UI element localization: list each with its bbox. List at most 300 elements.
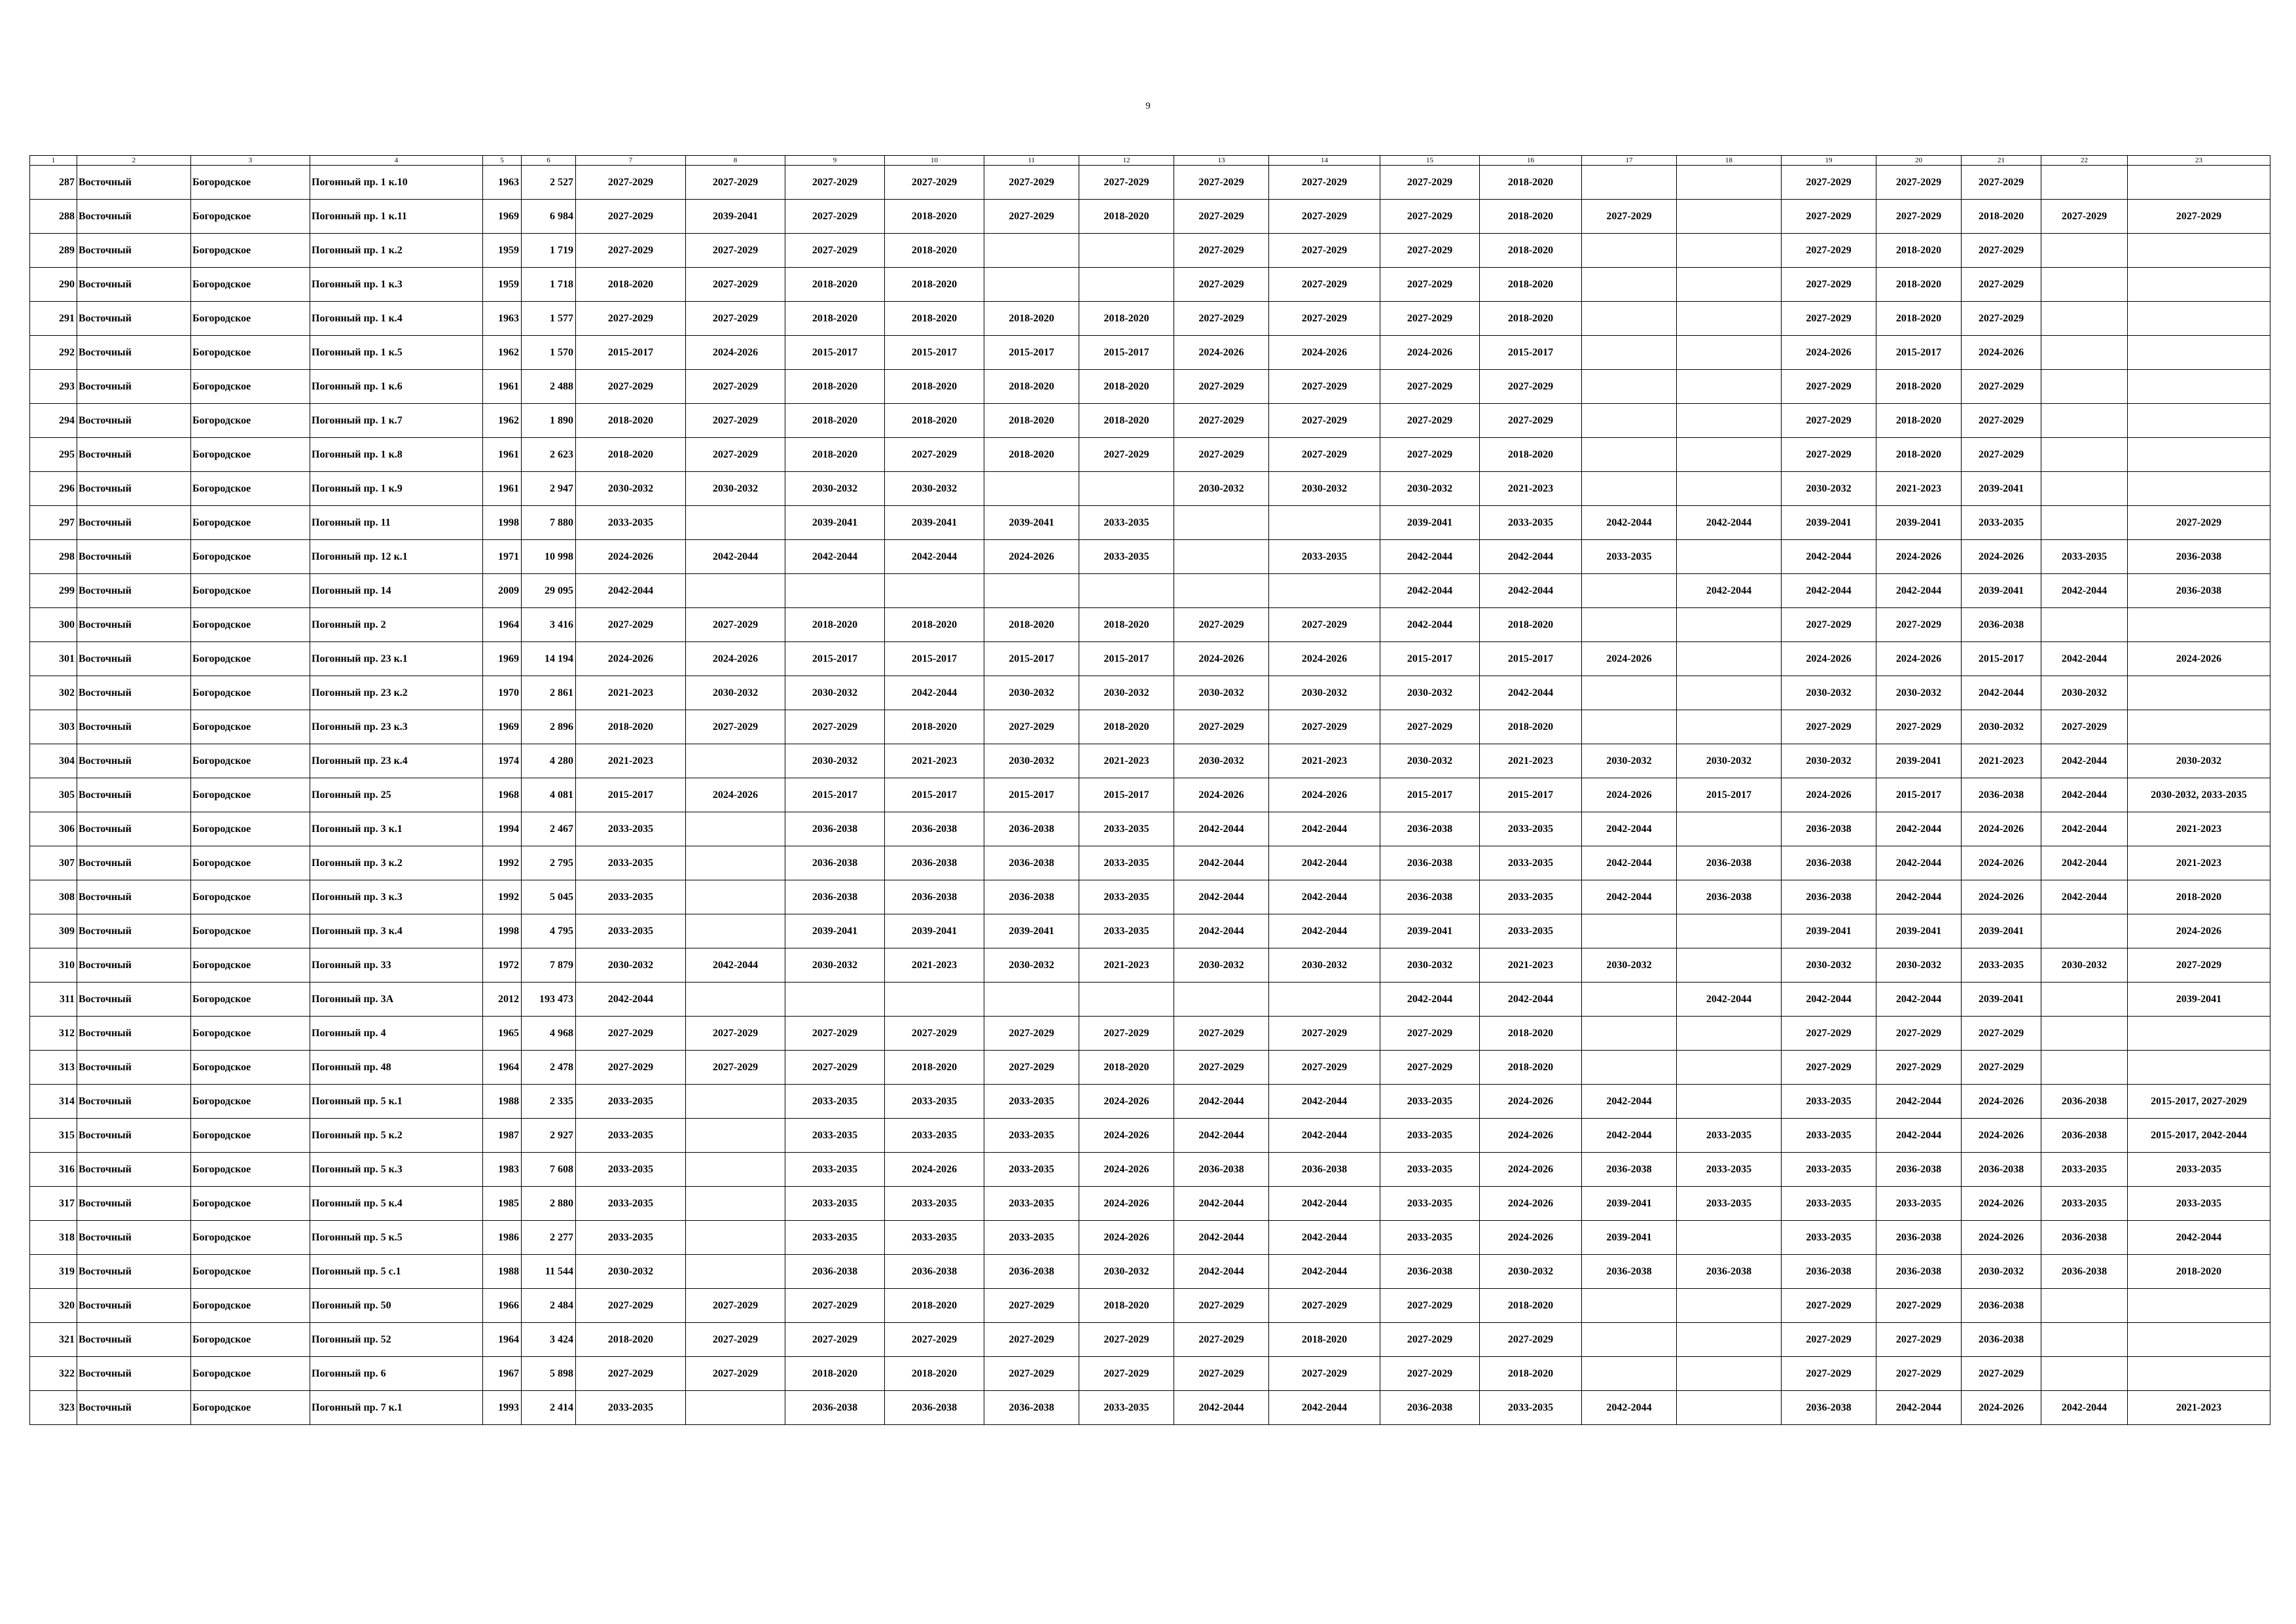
- table-cell: 2018-2020: [885, 1357, 984, 1391]
- table-cell: 2024-2026: [2128, 914, 2270, 948]
- table-cell: 1963: [483, 302, 522, 336]
- table-cell: 2018-2020: [785, 370, 885, 404]
- table-cell: 2027-2029: [1380, 166, 1480, 200]
- table-cell: 287: [30, 166, 77, 200]
- table-cell: 298: [30, 540, 77, 574]
- table-cell: [686, 880, 785, 914]
- table-cell: Погонный пр. 1 к.10: [310, 166, 483, 200]
- table-cell: 2015-2017: [1380, 642, 1480, 676]
- table-cell: 2027-2029: [576, 302, 686, 336]
- table-cell: 2033-2035: [576, 1391, 686, 1425]
- table-cell: 2027-2029: [1962, 302, 2041, 336]
- table-cell: 10 998: [522, 540, 576, 574]
- table-cell: 2024-2026: [1079, 1119, 1174, 1153]
- column-header-16: 16: [1480, 156, 1582, 166]
- table-cell: 2039-2041: [1380, 506, 1480, 540]
- table-cell: 2033-2035: [576, 1153, 686, 1187]
- table-cell: 2 277: [522, 1221, 576, 1255]
- table-cell: 322: [30, 1357, 77, 1391]
- table-row: [30, 983, 2270, 1017]
- table-cell: [686, 812, 785, 846]
- table-cell: [2041, 1289, 2128, 1323]
- table-cell: 2018-2020: [885, 302, 984, 336]
- table-cell: Погонный пр. 14: [310, 574, 483, 608]
- table-cell: 2039-2041: [1582, 1187, 1677, 1221]
- table-cell: 2033-2035: [576, 914, 686, 948]
- table-cell: 2030-2032: [1269, 948, 1380, 983]
- table-cell: Восточный: [77, 1289, 191, 1323]
- table-cell: 2033-2035: [1079, 1391, 1174, 1425]
- table-cell: 1987: [483, 1119, 522, 1153]
- table-cell: 2036-2038: [1677, 880, 1782, 914]
- table-cell: 2027-2029: [1269, 438, 1380, 472]
- table-cell: Погонный пр. 1 к.8: [310, 438, 483, 472]
- table-cell: 2018-2020: [1269, 1323, 1380, 1357]
- table-cell: 2015-2017: [785, 778, 885, 812]
- table-cell: 323: [30, 1391, 77, 1425]
- column-header-23: 23: [2128, 156, 2270, 166]
- table-cell: [686, 914, 785, 948]
- table-cell: 2027-2029: [686, 710, 785, 744]
- table-cell: 2033-2035: [2041, 1153, 2128, 1187]
- table-cell: [984, 574, 1079, 608]
- table-cell: Богородское: [191, 744, 310, 778]
- table-cell: 312: [30, 1017, 77, 1051]
- table-cell: 1959: [483, 268, 522, 302]
- table-cell: 2036-2038: [1582, 1153, 1677, 1187]
- table-cell: 2033-2035: [1380, 1085, 1480, 1119]
- table-cell: 2024-2026: [1174, 336, 1269, 370]
- table-cell: 2024-2026: [1380, 336, 1480, 370]
- table-cell: 2033-2035: [1079, 914, 1174, 948]
- table-cell: 5 898: [522, 1357, 576, 1391]
- table-cell: 2015-2017: [1876, 778, 1962, 812]
- table-cell: [1677, 1323, 1782, 1357]
- table-cell: [686, 1119, 785, 1153]
- table-cell: [1677, 302, 1782, 336]
- table-row: [30, 1221, 2270, 1255]
- table-cell: 2033-2035: [1962, 506, 2041, 540]
- table-cell: 2036-2038: [1962, 1153, 2041, 1187]
- table-cell: 1983: [483, 1153, 522, 1187]
- table-cell: 2036-2038: [885, 880, 984, 914]
- table-cell: Богородское: [191, 1017, 310, 1051]
- table-cell: 2033-2035: [885, 1221, 984, 1255]
- table-cell: 2033-2035: [785, 1221, 885, 1255]
- table-cell: [2128, 1051, 2270, 1085]
- table-cell: Богородское: [191, 268, 310, 302]
- table-cell: 2042-2044: [1269, 1221, 1380, 1255]
- table-cell: Погонный пр. 3 к.1: [310, 812, 483, 846]
- table-cell: 2042-2044: [1876, 880, 1962, 914]
- table-cell: 2027-2029: [984, 710, 1079, 744]
- table-cell: 2036-2038: [1380, 1255, 1480, 1289]
- table-cell: 2015-2017: [1876, 336, 1962, 370]
- table-cell: Восточный: [77, 642, 191, 676]
- table-cell: [686, 1187, 785, 1221]
- table-cell: 2027-2029: [1380, 710, 1480, 744]
- table-cell: 2021-2023: [1480, 744, 1582, 778]
- table-row: [30, 880, 2270, 914]
- table-cell: 2042-2044: [1582, 846, 1677, 880]
- table-cell: Восточный: [77, 676, 191, 710]
- table-cell: 1969: [483, 200, 522, 234]
- table-cell: 2018-2020: [2128, 1255, 2270, 1289]
- table-cell: Восточный: [77, 1255, 191, 1289]
- table-cell: 2030-2032: [2041, 948, 2128, 983]
- table-container: [29, 155, 2270, 1425]
- table-cell: 1962: [483, 336, 522, 370]
- column-header-8: 8: [686, 156, 785, 166]
- table-cell: Восточный: [77, 1051, 191, 1085]
- table-cell: 2033-2035: [1079, 506, 1174, 540]
- table-cell: 311: [30, 983, 77, 1017]
- table-cell: 2033-2035: [576, 846, 686, 880]
- table-cell: Погонный пр. 12 к.1: [310, 540, 483, 574]
- table-cell: 2027-2029: [2041, 200, 2128, 234]
- table-cell: Погонный пр. 3 к.2: [310, 846, 483, 880]
- table-cell: Богородское: [191, 370, 310, 404]
- table-cell: 2030-2032: [1079, 1255, 1174, 1289]
- table-cell: 2036-2038: [2041, 1255, 2128, 1289]
- table-cell: 3 424: [522, 1323, 576, 1357]
- table-cell: Восточный: [77, 302, 191, 336]
- table-cell: 2018-2020: [1079, 302, 1174, 336]
- table-cell: 2 623: [522, 438, 576, 472]
- table-cell: 2018-2020: [1480, 268, 1582, 302]
- table-cell: 2024-2026: [1582, 642, 1677, 676]
- table-cell: 2033-2035: [1480, 914, 1582, 948]
- table-cell: 2027-2029: [686, 608, 785, 642]
- table-cell: 2039-2041: [1782, 506, 1876, 540]
- table-cell: 2027-2029: [1269, 1357, 1380, 1391]
- table-cell: 2036-2038: [1677, 1255, 1782, 1289]
- table-cell: [1582, 336, 1677, 370]
- table-cell: 320: [30, 1289, 77, 1323]
- table-cell: 2039-2041: [1962, 983, 2041, 1017]
- table-cell: 2036-2038: [2041, 1085, 2128, 1119]
- table-cell: 2027-2029: [576, 1017, 686, 1051]
- table-cell: 2027-2029: [984, 1051, 1079, 1085]
- table-cell: 2027-2029: [1174, 1051, 1269, 1085]
- table-row: [30, 914, 2270, 948]
- table-cell: [1677, 166, 1782, 200]
- table-cell: 2 414: [522, 1391, 576, 1425]
- table-cell: 2015-2017: [1079, 778, 1174, 812]
- table-cell: 2015-2017: [1480, 642, 1582, 676]
- table-cell: Погонный пр. 6: [310, 1357, 483, 1391]
- table-cell: 2027-2029: [1380, 268, 1480, 302]
- table-cell: 1962: [483, 404, 522, 438]
- table-cell: 299: [30, 574, 77, 608]
- table-cell: [2041, 1051, 2128, 1085]
- table-cell: 291: [30, 302, 77, 336]
- table-cell: Восточный: [77, 1187, 191, 1221]
- table-cell: 2039-2041: [984, 506, 1079, 540]
- table-cell: 318: [30, 1221, 77, 1255]
- table-cell: [1582, 438, 1677, 472]
- table-cell: 2039-2041: [1962, 914, 2041, 948]
- table-cell: [1582, 1017, 1677, 1051]
- table-cell: 2027-2029: [1782, 1017, 1876, 1051]
- table-cell: Богородское: [191, 1051, 310, 1085]
- table-cell: 2042-2044: [1480, 676, 1582, 710]
- table-cell: 307: [30, 846, 77, 880]
- table-cell: [1582, 983, 1677, 1017]
- table-cell: Погонный пр. 25: [310, 778, 483, 812]
- table-cell: 2033-2035: [1677, 1119, 1782, 1153]
- table-cell: 2018-2020: [785, 302, 885, 336]
- table-row: [30, 1085, 2270, 1119]
- table-cell: 2015-2017, 2042-2044: [2128, 1119, 2270, 1153]
- table-cell: 2030-2032: [1269, 472, 1380, 506]
- table-cell: 2018-2020: [1480, 1017, 1582, 1051]
- table-cell: 2027-2029: [1782, 404, 1876, 438]
- table-cell: 2024-2026: [1582, 778, 1677, 812]
- table-cell: 2036-2038: [984, 846, 1079, 880]
- table-cell: [1582, 268, 1677, 302]
- table-cell: 2027-2029: [984, 1357, 1079, 1391]
- table-cell: 316: [30, 1153, 77, 1187]
- table-cell: 2042-2044: [686, 948, 785, 983]
- table-cell: 2027-2029: [1962, 268, 2041, 302]
- table-cell: 11 544: [522, 1255, 576, 1289]
- table-row: [30, 574, 2270, 608]
- table-cell: Восточный: [77, 574, 191, 608]
- table-cell: 2042-2044: [1582, 506, 1677, 540]
- table-cell: 193 473: [522, 983, 576, 1017]
- table-cell: 2 880: [522, 1187, 576, 1221]
- table-cell: Восточный: [77, 812, 191, 846]
- table-cell: 2042-2044: [1269, 1187, 1380, 1221]
- table-cell: 2 947: [522, 472, 576, 506]
- table-body: [30, 166, 2270, 1425]
- table-cell: 2018-2020: [984, 608, 1079, 642]
- table-cell: Восточный: [77, 1119, 191, 1153]
- table-cell: 2027-2029: [1782, 268, 1876, 302]
- table-cell: 2033-2035: [576, 880, 686, 914]
- table-cell: 2024-2026: [1269, 778, 1380, 812]
- table-row: [30, 1153, 2270, 1187]
- table-cell: [686, 1391, 785, 1425]
- table-cell: 2027-2029: [1269, 234, 1380, 268]
- table-cell: [2041, 438, 2128, 472]
- table-cell: 2024-2026: [1962, 336, 2041, 370]
- table-cell: [2041, 1323, 2128, 1357]
- table-cell: 2018-2020: [984, 370, 1079, 404]
- table-cell: Богородское: [191, 438, 310, 472]
- table-cell: 2024-2026: [1269, 336, 1380, 370]
- table-cell: 2030-2032: [1174, 948, 1269, 983]
- table-cell: Богородское: [191, 1153, 310, 1187]
- table-cell: 1 577: [522, 302, 576, 336]
- table-cell: [1582, 1289, 1677, 1323]
- table-cell: 2021-2023: [2128, 846, 2270, 880]
- table-cell: 2015-2017: [984, 336, 1079, 370]
- table-cell: 2027-2029: [1782, 438, 1876, 472]
- table-cell: 2036-2038: [1876, 1255, 1962, 1289]
- table-cell: [2128, 1357, 2270, 1391]
- table-cell: 2036-2038: [2041, 1221, 2128, 1255]
- table-cell: 4 081: [522, 778, 576, 812]
- table-cell: 2021-2023: [1079, 948, 1174, 983]
- table-cell: 2027-2029: [576, 1051, 686, 1085]
- table-cell: Восточный: [77, 880, 191, 914]
- table-cell: 2018-2020: [1480, 710, 1582, 744]
- table-row: [30, 642, 2270, 676]
- table-cell: 2027-2029: [1782, 608, 1876, 642]
- table-cell: [686, 846, 785, 880]
- table-cell: 2036-2038: [785, 880, 885, 914]
- table-cell: 2033-2035: [1269, 540, 1380, 574]
- table-cell: Восточный: [77, 1357, 191, 1391]
- table-cell: [984, 234, 1079, 268]
- table-cell: 2039-2041: [785, 506, 885, 540]
- table-row: [30, 744, 2270, 778]
- table-cell: [1079, 574, 1174, 608]
- table-cell: 2033-2035: [1079, 880, 1174, 914]
- table-cell: 1964: [483, 608, 522, 642]
- table-cell: 2027-2029: [1380, 234, 1480, 268]
- table-cell: Погонный пр. 1 к.2: [310, 234, 483, 268]
- table-cell: 2027-2029: [576, 1289, 686, 1323]
- table-cell: Погонный пр. 5 к.2: [310, 1119, 483, 1153]
- table-cell: 2027-2029: [785, 166, 885, 200]
- table-cell: 2018-2020: [1480, 438, 1582, 472]
- table-cell: 2015-2017: [984, 778, 1079, 812]
- table-cell: 2042-2044: [2041, 812, 2128, 846]
- table-cell: 2027-2029: [885, 1017, 984, 1051]
- table-cell: [2128, 268, 2270, 302]
- table-cell: 2027-2029: [785, 710, 885, 744]
- table-cell: 2033-2035: [984, 1085, 1079, 1119]
- table-cell: Погонный пр. 23 к.1: [310, 642, 483, 676]
- table-cell: 2027-2029: [984, 200, 1079, 234]
- table-cell: 2 927: [522, 1119, 576, 1153]
- table-cell: 7 879: [522, 948, 576, 983]
- table-cell: [1582, 1357, 1677, 1391]
- table-cell: 2036-2038: [984, 1255, 1079, 1289]
- table-cell: 2042-2044: [1269, 1255, 1380, 1289]
- table-cell: [2041, 404, 2128, 438]
- table-cell: 2030-2032: [785, 948, 885, 983]
- table-cell: 2042-2044: [1174, 1391, 1269, 1425]
- table-cell: 2024-2026: [984, 540, 1079, 574]
- table-cell: 2030-2032: [2041, 676, 2128, 710]
- table-cell: [1677, 1085, 1782, 1119]
- table-cell: 2042-2044: [1677, 574, 1782, 608]
- table-cell: Погонный пр. 1 к.4: [310, 302, 483, 336]
- table-cell: [2128, 1017, 2270, 1051]
- table-cell: [1174, 506, 1269, 540]
- table-cell: 2027-2029: [1876, 166, 1962, 200]
- table-cell: 2027-2029: [1380, 404, 1480, 438]
- table-cell: 2039-2041: [1582, 1221, 1677, 1255]
- table-cell: 1972: [483, 948, 522, 983]
- table-cell: 2030-2032, 2033-2035: [2128, 778, 2270, 812]
- table-cell: 2027-2029: [1782, 200, 1876, 234]
- table-row: [30, 948, 2270, 983]
- table-cell: 314: [30, 1085, 77, 1119]
- table-cell: Погонный пр. 1 к.11: [310, 200, 483, 234]
- table-cell: 2018-2020: [785, 404, 885, 438]
- table-cell: 2027-2029: [1174, 1357, 1269, 1391]
- column-header-4: 4: [310, 156, 483, 166]
- table-cell: Погонный пр. 1 к.7: [310, 404, 483, 438]
- table-cell: 2024-2026: [1962, 880, 2041, 914]
- table-cell: 2039-2041: [1962, 472, 2041, 506]
- table-cell: 2027-2029: [1962, 1357, 2041, 1391]
- table-cell: 3 416: [522, 608, 576, 642]
- table-cell: 2033-2035: [1380, 1187, 1480, 1221]
- table-cell: Восточный: [77, 608, 191, 642]
- table-cell: 2018-2020: [885, 200, 984, 234]
- table-cell: 2030-2032: [2128, 744, 2270, 778]
- table-cell: Богородское: [191, 1221, 310, 1255]
- table-cell: 2027-2029: [1079, 166, 1174, 200]
- table-cell: 2042-2044: [1174, 1255, 1269, 1289]
- table-cell: 2027-2029: [686, 1323, 785, 1357]
- table-cell: 2042-2044: [1174, 914, 1269, 948]
- table-cell: Погонный пр. 50: [310, 1289, 483, 1323]
- table-cell: 2018-2020: [785, 608, 885, 642]
- table-cell: 2027-2029: [2128, 200, 2270, 234]
- table-cell: Погонный пр. 5 к.5: [310, 1221, 483, 1255]
- column-header-17: 17: [1582, 156, 1677, 166]
- table-cell: 2018-2020: [785, 268, 885, 302]
- table-cell: 2042-2044: [1174, 1119, 1269, 1153]
- table-cell: 2027-2029: [1380, 370, 1480, 404]
- table-cell: Восточный: [77, 710, 191, 744]
- table-cell: 2024-2026: [1962, 846, 2041, 880]
- table-cell: Восточный: [77, 948, 191, 983]
- table-cell: 2024-2026: [885, 1153, 984, 1187]
- table-cell: 2033-2035: [576, 1221, 686, 1255]
- table-cell: 2027-2029: [1380, 1051, 1480, 1085]
- table-cell: Богородское: [191, 1187, 310, 1221]
- table-cell: 2027-2029: [1876, 710, 1962, 744]
- table-cell: [1582, 302, 1677, 336]
- table-cell: 2042-2044: [1876, 1085, 1962, 1119]
- table-cell: 2015-2017, 2027-2029: [2128, 1085, 2270, 1119]
- table-cell: Погонный пр. 3 к.4: [310, 914, 483, 948]
- table-cell: Восточный: [77, 540, 191, 574]
- table-cell: Погонный пр. 3 к.3: [310, 880, 483, 914]
- table-cell: 2030-2032: [1782, 948, 1876, 983]
- column-header-10: 10: [885, 156, 984, 166]
- table-cell: 310: [30, 948, 77, 983]
- table-cell: [1677, 336, 1782, 370]
- table-cell: Погонный пр. 5 к.1: [310, 1085, 483, 1119]
- table-cell: 2033-2035: [984, 1187, 1079, 1221]
- table-cell: 1969: [483, 710, 522, 744]
- table-cell: 1 718: [522, 268, 576, 302]
- table-cell: 2027-2029: [1876, 1289, 1962, 1323]
- table-cell: 2027-2029: [1380, 1289, 1480, 1323]
- table-cell: 2033-2035: [2128, 1187, 2270, 1221]
- table-cell: 2033-2035: [576, 812, 686, 846]
- table-cell: 2 335: [522, 1085, 576, 1119]
- table-cell: Погонный пр. 4: [310, 1017, 483, 1051]
- table-cell: 2036-2038: [1380, 880, 1480, 914]
- table-cell: 2027-2029: [1269, 710, 1380, 744]
- table-cell: 2030-2032: [885, 472, 984, 506]
- table-cell: 2018-2020: [885, 268, 984, 302]
- table-cell: 2027-2029: [576, 370, 686, 404]
- table-cell: 292: [30, 336, 77, 370]
- table-cell: 2027-2029: [2041, 710, 2128, 744]
- table-cell: 2027-2029: [1582, 200, 1677, 234]
